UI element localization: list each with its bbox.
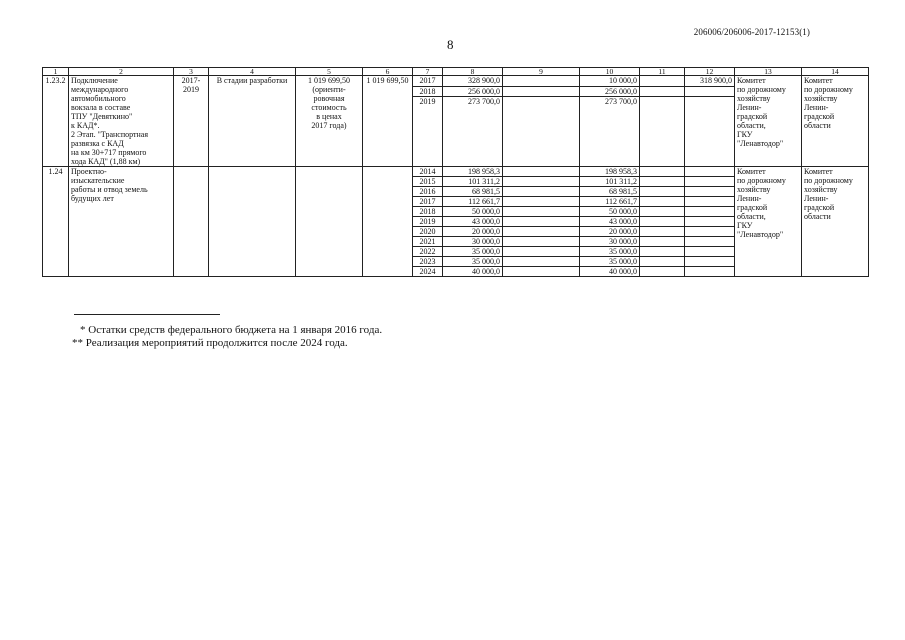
column-11-value [640, 227, 685, 237]
total-cost [363, 167, 413, 277]
column-number: 12 [685, 68, 735, 76]
column-11-value [640, 267, 685, 277]
column-11-value [640, 167, 685, 177]
total-amount: 35 000,0 [443, 257, 503, 267]
column-number: 13 [735, 68, 802, 76]
column-number: 1 [43, 68, 69, 76]
column-12-value: 318 900,0 [685, 76, 735, 87]
year-cell: 2014 [413, 167, 443, 177]
column-11-value [640, 177, 685, 187]
total-amount: 40 000,0 [443, 267, 503, 277]
year-cell: 2020 [413, 227, 443, 237]
column-12-value [685, 167, 735, 177]
column-10-value: 101 311,2 [580, 177, 640, 187]
column-10-value: 30 000,0 [580, 237, 640, 247]
column-number: 9 [503, 68, 580, 76]
year-cell: 2019 [413, 97, 443, 167]
column-number: 10 [580, 68, 640, 76]
column-10-value: 273 700,0 [580, 97, 640, 167]
column-10-value: 112 661,7 [580, 197, 640, 207]
responsible-executor: Комитет по дорожному хозяйству Ленин- градской области, ГКУ "Ленавтодор" [735, 76, 802, 167]
total-amount: 101 311,2 [443, 177, 503, 187]
column-9-value [503, 207, 580, 217]
year-cell: 2017 [413, 76, 443, 87]
column-12-value [685, 247, 735, 257]
column-12-value [685, 267, 735, 277]
column-9-value [503, 227, 580, 237]
document-id: 206006/206006-2017-12153(1) [693, 27, 810, 37]
column-number: 2 [69, 68, 174, 76]
column-9-value [503, 86, 580, 97]
column-11-value [640, 237, 685, 247]
column-12-value [685, 207, 735, 217]
year-cell: 2022 [413, 247, 443, 257]
responsible-executor: Комитет по дорожному хозяйству Ленин- градской области, ГКУ "Ленавтодор" [735, 167, 802, 277]
column-10-value: 20 000,0 [580, 227, 640, 237]
estimated-cost [296, 167, 363, 277]
column-10-value: 50 000,0 [580, 207, 640, 217]
column-number: 8 [443, 68, 503, 76]
period [174, 167, 209, 277]
year-cell: 2015 [413, 177, 443, 187]
program-table [42, 67, 869, 277]
column-9-value [503, 97, 580, 167]
column-9-value [503, 167, 580, 177]
column-12-value [685, 187, 735, 197]
total-amount: 256 000,0 [443, 86, 503, 97]
co-executor: Комитет по дорожному хозяйству Ленин- градской области [802, 76, 869, 167]
column-12-value [685, 257, 735, 267]
column-11-value [640, 207, 685, 217]
column-10-value: 35 000,0 [580, 247, 640, 257]
column-10-value: 40 000,0 [580, 267, 640, 277]
year-cell: 2019 [413, 217, 443, 227]
year-cell: 2017 [413, 197, 443, 207]
total-amount: 30 000,0 [443, 237, 503, 247]
column-10-value: 198 958,3 [580, 167, 640, 177]
column-9-value [503, 267, 580, 277]
total-amount: 112 661,7 [443, 197, 503, 207]
column-12-value [685, 177, 735, 187]
status: В стадии разработки [209, 76, 296, 167]
column-10-value: 256 000,0 [580, 86, 640, 97]
column-11-value [640, 247, 685, 257]
total-amount: 68 981,5 [443, 187, 503, 197]
table-row [43, 167, 869, 177]
column-10-value: 10 000,0 [580, 76, 640, 87]
year-cell: 2021 [413, 237, 443, 247]
column-10-value: 35 000,0 [580, 257, 640, 267]
page-number: 8 [447, 37, 454, 52]
period: 2017- 2019 [174, 76, 209, 167]
total-amount: 198 958,3 [443, 167, 503, 177]
column-12-value [685, 217, 735, 227]
column-9-value [503, 177, 580, 187]
total-amount: 43 000,0 [443, 217, 503, 227]
column-number: 11 [640, 68, 685, 76]
column-12-value [685, 227, 735, 237]
estimated-cost: 1 019 699,50 (ориенти- ровочная стоимость в ценах 2017 года) [296, 76, 363, 167]
column-9-value [503, 197, 580, 207]
footnote-1: * Остатки средств федерального бюджета на 1 января 2016 года. [80, 324, 383, 336]
column-10-value: 43 000,0 [580, 217, 640, 227]
status [209, 167, 296, 277]
year-cell: 2023 [413, 257, 443, 267]
column-12-value [685, 237, 735, 247]
column-9-value [503, 247, 580, 257]
total-amount: 273 700,0 [443, 97, 503, 167]
column-9-value [503, 187, 580, 197]
column-11-value [640, 257, 685, 267]
column-11-value [640, 86, 685, 97]
year-cell: 2018 [413, 86, 443, 97]
column-10-value: 68 981,5 [580, 187, 640, 197]
year-cell: 2024 [413, 267, 443, 277]
column-9-value [503, 76, 580, 87]
co-executor: Комитет по дорожному хозяйству Ленин- градской области [802, 167, 869, 277]
row-number: 1.23.2 [43, 76, 69, 167]
total-amount: 328 900,0 [443, 76, 503, 87]
measure-name: Подключение международного автомобильного вокзала в составе ТПУ "Девяткино" к КАД*. 2 Этап. "Транспортная развязка с КАД на км 30+717 прямого хода КАД" (1,88 км) [69, 76, 174, 167]
column-9-value [503, 237, 580, 247]
column-number: 7 [413, 68, 443, 76]
year-cell: 2018 [413, 207, 443, 217]
column-12-value [685, 86, 735, 97]
column-9-value [503, 257, 580, 267]
column-11-value [640, 76, 685, 87]
column-12-value [685, 97, 735, 167]
year-cell: 2016 [413, 187, 443, 197]
column-11-value [640, 217, 685, 227]
column-12-value [685, 197, 735, 207]
total-cost: 1 019 699,50 [363, 76, 413, 167]
column-number: 14 [802, 68, 869, 76]
column-11-value [640, 97, 685, 167]
row-number: 1.24 [43, 167, 69, 277]
column-number-row [43, 68, 869, 76]
total-amount: 50 000,0 [443, 207, 503, 217]
measure-name: Проектно- изыскательские работы и отвод земель будущих лет [69, 167, 174, 277]
column-9-value [503, 217, 580, 227]
table-row [43, 76, 869, 87]
column-number: 5 [296, 68, 363, 76]
column-number: 6 [363, 68, 413, 76]
column-number: 4 [209, 68, 296, 76]
total-amount: 35 000,0 [443, 247, 503, 257]
footnote-divider [74, 314, 220, 315]
total-amount: 20 000,0 [443, 227, 503, 237]
column-11-value [640, 197, 685, 207]
footnote-2: ** Реализация мероприятий продолжится после 2024 года. [72, 337, 348, 349]
column-11-value [640, 187, 685, 197]
column-number: 3 [174, 68, 209, 76]
